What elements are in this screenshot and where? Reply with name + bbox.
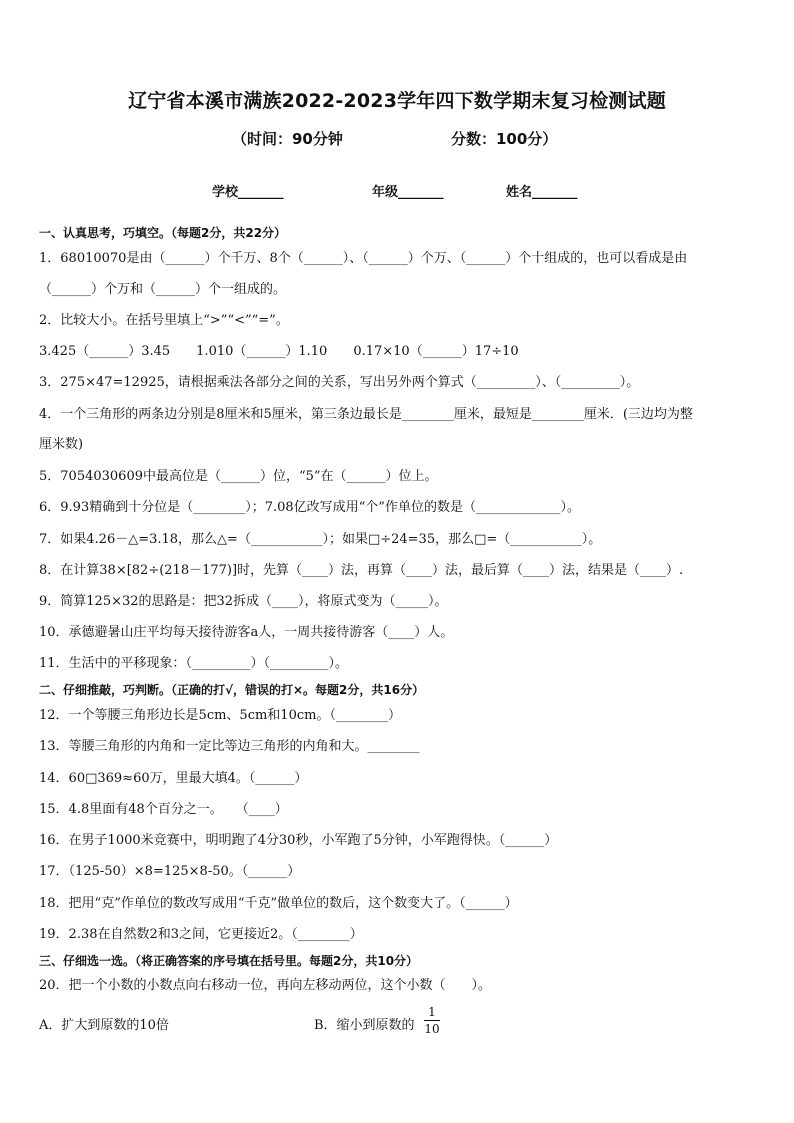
exam-time: （时间：90分钟 xyxy=(232,130,343,148)
question-2-items: 3.425（______）3.45 1.010（______）1.10 0.17×10（______）17÷10 xyxy=(39,344,519,359)
question-11: 11．生活中的平移现象：（_________）（_________）。 xyxy=(39,656,349,671)
question-6: 6．9.93精确到十分位是（________）；7.08亿改写成用“个”作单位的数是（_____________）。 xyxy=(39,500,580,515)
fraction-one-tenth xyxy=(424,1005,440,1036)
question-14: 14．60□369≈60万，里最大填4。（______） xyxy=(39,771,308,786)
question-3: 3．275×47=12925，请根据乘法各部分之间的关系，写出另外两个算式（_________）、（_________）。 xyxy=(39,375,640,390)
question-16: 16．在男子1000米竞赛中，明明跑了4分30秒，小军跑了5分钟，小军跑得快。（______） xyxy=(39,833,558,848)
question-15: 15．4.8里面有48个百分之一。 （____） xyxy=(39,802,288,817)
question-8: 8．在计算38×[82÷(218－177)]时，先算（____）法，再算（____）法，最后算（____）法，结果是（____）. xyxy=(39,563,684,578)
fraction-bar xyxy=(424,1020,440,1021)
fraction-denominator: 10 xyxy=(424,1022,440,1036)
question-10: 10．承德避暑山庄平均每天接待游客a人，一周共接待游客（____）人。 xyxy=(39,625,454,640)
question-9: 9．简算125×32的思路是：把32拆成（____），将原式变为（_____）。 xyxy=(39,594,448,609)
question-19: 19．2.38在自然数2和3之间，它更接近2。（________） xyxy=(39,927,363,942)
section-2-heading: 二、仔细推敲，巧判断。（正确的打√，错误的打×。每题2分，共16分） xyxy=(39,683,425,697)
section-3-heading: 三、仔细选一选。（将正确答案的序号填在括号里。每题2分，共10分） xyxy=(39,954,419,968)
question-4-line-1: 4．一个三角形的两条边分别是8厘米和5厘米，第三条边最长是________厘米，最短是________厘米．(三边均为整 xyxy=(39,407,693,422)
question-5: 5．7054030609中最高位是（______）位，“5”在（______）位上。 xyxy=(39,469,438,484)
fraction-numerator: 1 xyxy=(428,1005,436,1019)
question-1-line-1: 1．68010070是由（______）个千万、8个（______）、（______）个万、（______）个十组成的，也可以看成是由 xyxy=(39,251,688,266)
question-2: 2．比较大小。在括号里填上“>”“<”“=”。 xyxy=(39,313,289,328)
question-17: 17．（125-50）×8=125×8-50。（______） xyxy=(39,864,301,879)
option-b: B．缩小到原数的 xyxy=(314,1018,415,1033)
name-field: 姓名_______ xyxy=(506,185,578,200)
question-12: 12．一个等腰三角形边长是5cm、5cm和10cm。（________） xyxy=(39,708,401,723)
section-1-heading: 一、认真思考，巧填空。（每题2分，共22分） xyxy=(39,226,287,240)
option-a: A．扩大到原数的10倍 xyxy=(39,1018,169,1033)
question-18: 18．把用“克”作单位的数改写成用“千克”做单位的数后，这个数变大了。（______） xyxy=(39,896,518,911)
question-20: 20．把一个小数的小数点向右移动一位，再向左移动两位，这个小数（ ）。 xyxy=(39,978,492,993)
question-7: 7．如果4.26－△=3.18，那么△=（___________）；如果□÷24=35，那么□=（___________）。 xyxy=(39,532,602,547)
question-13: 13．等腰三角形的内角和一定比等边三角形的内角和大。________ xyxy=(39,739,420,754)
grade-field: 年级_______ xyxy=(372,185,444,200)
question-4-line-2: 厘米数) xyxy=(39,437,84,452)
page-title: 辽宁省本溪市满族2022-2023学年四下数学期末复习检测试题 xyxy=(128,90,666,112)
exam-score: 分数：100分） xyxy=(451,130,558,148)
question-1-line-2: （______）个万和（______）个一组成的。 xyxy=(39,282,287,297)
school-field: 学校_______ xyxy=(212,185,284,200)
